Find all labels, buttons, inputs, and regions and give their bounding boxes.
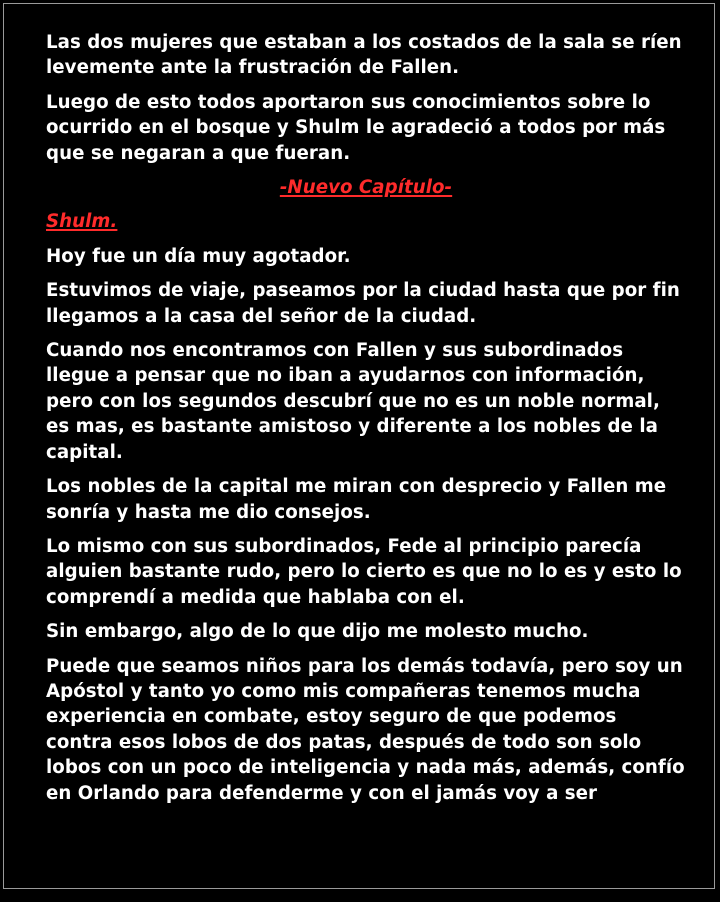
paragraph: Sin embargo, algo de lo que dijo me molesto mucho. <box>46 621 589 643</box>
paragraph: Lo mismo con sus subordinados, Fede al principio parecía alguien bastante rudo, pero lo cierto es que no lo es y esto lo comprendí a medida que hablaba con el. <box>46 535 682 608</box>
pov-heading: Shulm. <box>46 211 118 233</box>
document-page <box>3 3 715 889</box>
paragraph: Las dos mujeres que estaban a los costados de la sala se ríen levemente ante la frustración de Fallen. <box>46 32 682 79</box>
paragraph: Luego de esto todos aportaron sus conocimientos sobre lo ocurrido en el bosque y Shulm le agradeció a todos por más que se negaran a que fueran. <box>46 91 666 164</box>
paragraph: Cuando nos encontramos con Fallen y sus subordinados llegue a pensar que no iban a ayudarnos con información, pero con los segundos descubrí que no es un noble normal, es mas, es bastante amistoso y diferente a los nobles de la capital. <box>46 340 660 463</box>
document-text <box>46 30 686 815</box>
paragraph: Los nobles de la capital me miran con desprecio y Fallen me sonría y hasta me dio consejos. <box>46 476 667 523</box>
paragraph: Estuvimos de viaje, paseamos por la ciudad hasta que por fin llegamos a la casa del señor de la ciudad. <box>46 280 680 327</box>
chapter-heading: -Nuevo Capítulo- <box>279 177 453 199</box>
paragraph: Hoy fue un día muy agotador. <box>46 245 351 267</box>
paragraph: Puede que seamos niños para los demás todavía, pero soy un Apóstol y tanto yo como mis compañeras tenemos mucha experiencia en combate, estoy seguro de que podemos contra esos lobos de dos patas, después de todo son solo lobos con un poco de inteligencia y nada más, además, confío en Orlando para defenderme y con el jamás voy a ser <box>46 655 685 804</box>
